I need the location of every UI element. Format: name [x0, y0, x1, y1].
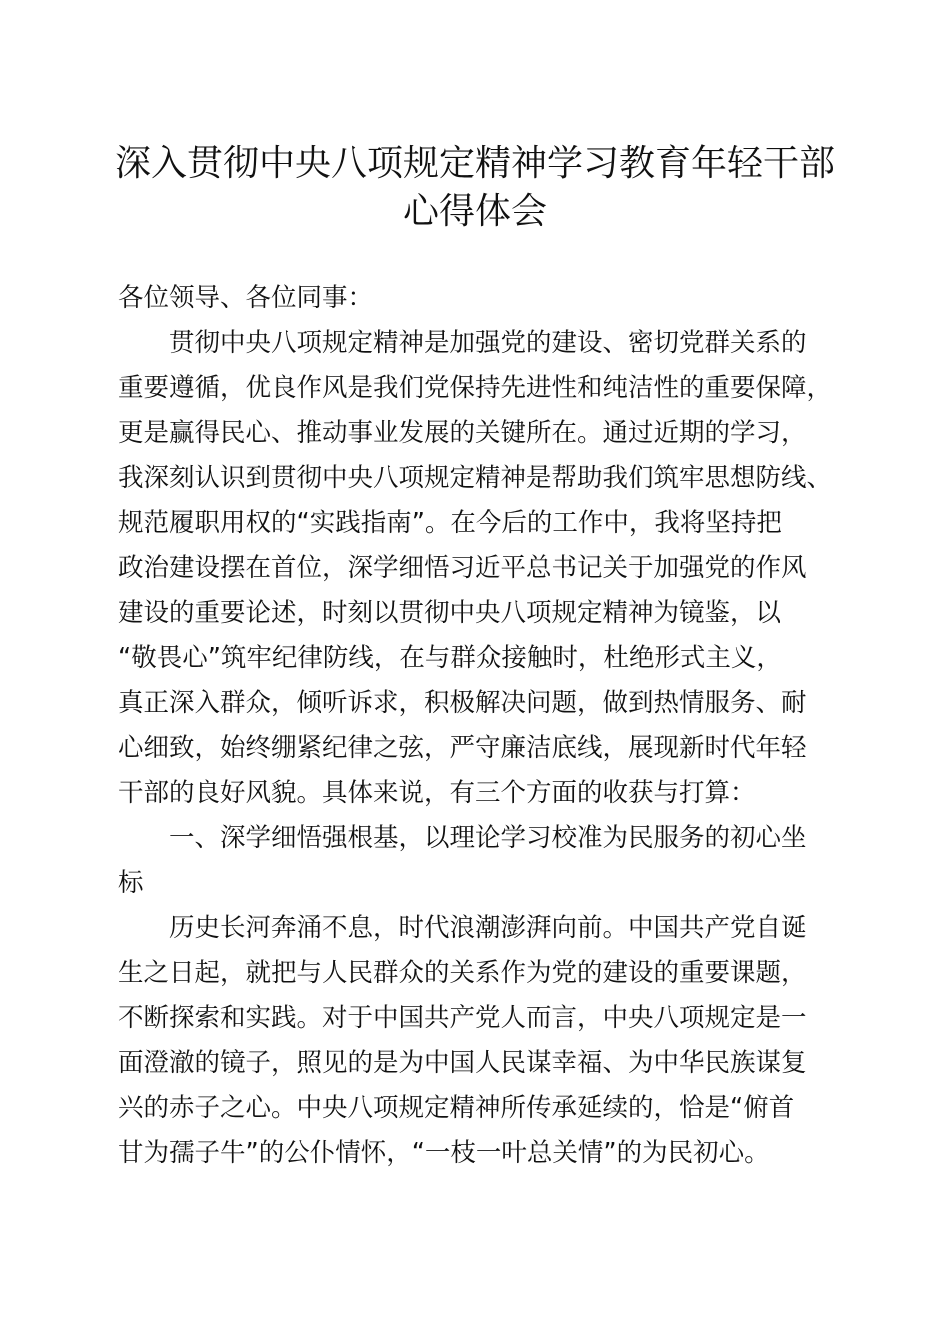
paragraph-line: 规范履职用权的“实践指南”。在今后的工作中，我将坚持把 [118, 508, 782, 538]
salutation: 各位领导、各位同事： [118, 283, 374, 313]
document-body [118, 276, 838, 1176]
paragraph-line: 干部的良好风貌。具体来说，有三个方面的收获与打算： [118, 778, 756, 808]
heading-line: 一、深学细悟强根基，以理论学习校准为民服务的初心坐 [169, 823, 807, 853]
paragraph-1 [118, 321, 838, 816]
paragraph-line: 重要遵循，优良作风是我们党保持先进性和纯洁性的重要保障， [118, 373, 833, 403]
paragraph-line: 面澄澈的镜子，照见的是为中国人民谋幸福、为中华民族谋复 [118, 1048, 807, 1078]
section-heading-1 [118, 816, 838, 906]
paragraph-line: 真正深入群众，倾听诉求，积极解决问题，做到热情服务、耐 [118, 688, 807, 718]
paragraph-line: 兴的赤子之心。中央八项规定精神所传承延续的，恰是“俯首 [118, 1093, 795, 1123]
paragraph-2 [118, 906, 838, 1176]
paragraph-line: 甘为孺子牛”的公仆情怀，“一枝一叶总关情”的为民初心。 [118, 1138, 770, 1168]
paragraph-line: 更是赢得民心、推动事业发展的关键所在。通过近期的学习， [118, 418, 807, 448]
paragraph-line: 不断探索和实践。对于中国共产党人而言，中央八项规定是一 [118, 1003, 807, 1033]
heading-line: 标 [118, 868, 144, 898]
paragraph-line: 政治建设摆在首位，深学细悟习近平总书记关于加强党的作风 [118, 553, 807, 583]
paragraph-line: 历史长河奔涌不息，时代浪潮澎湃向前。中国共产党自诞 [169, 913, 807, 943]
paragraph-line: 生之日起，就把与人民群众的关系作为党的建设的重要课题， [118, 958, 807, 988]
title-line-2: 心得体会 [402, 191, 547, 232]
paragraph-line: 心细致，始终绷紧纪律之弦，严守廉洁底线，展现新时代年轻 [118, 733, 807, 763]
paragraph-line: 我深刻认识到贯彻中央八项规定精神是帮助我们筑牢思想防线、 [118, 463, 833, 493]
document-title [110, 140, 840, 236]
paragraph-line: 建设的重要论述，时刻以贯彻中央八项规定精神为镜鉴，以 [118, 598, 782, 628]
paragraph-line: “敬畏心”筑牢纪律防线，在与群众接触时，杜绝形式主义， [118, 643, 782, 673]
paragraph-line: 贯彻中央八项规定精神是加强党的建设、密切党群关系的 [169, 328, 807, 358]
title-line-1: 深入贯彻中央八项规定精神学习教育年轻干部 [114, 143, 835, 184]
